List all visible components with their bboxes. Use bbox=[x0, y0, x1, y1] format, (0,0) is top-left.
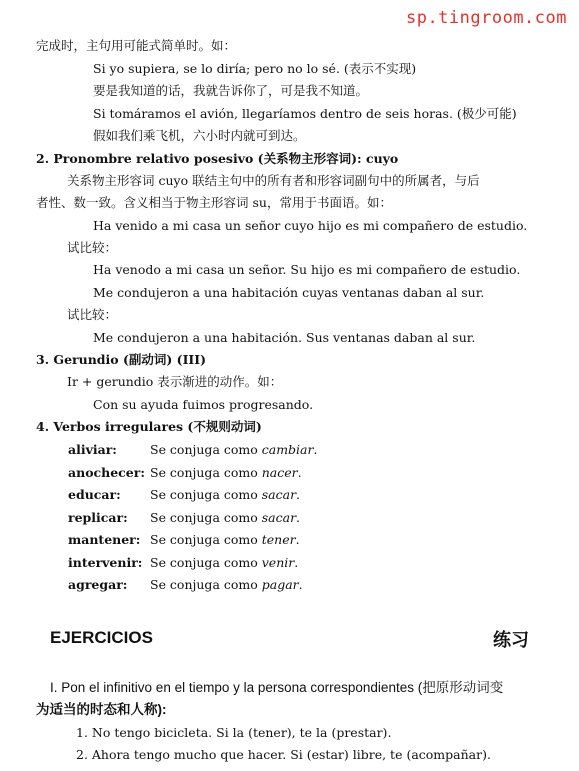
watermark: sp.tingroom.com bbox=[405, 8, 567, 28]
verb-name: educar: bbox=[68, 487, 121, 502]
section-heading: 4. Verbos irregulares (不规则动词) bbox=[36, 419, 262, 434]
example-sentence: Si tomáramos el avión, llegaríamos dentro de seis horas. (极少可能) bbox=[93, 106, 517, 121]
example-sentence: Ha venodo a mi casa un señor. Su hijo es mi compañero de estudio. bbox=[93, 262, 521, 277]
section-heading: 3. Gerundio (副动词) (III) bbox=[36, 352, 207, 367]
conjugation-note: Se conjuga como venir. bbox=[150, 555, 299, 570]
conjugation-note: Se conjuga como pagar. bbox=[150, 577, 303, 592]
verb-name: agregar: bbox=[68, 577, 128, 592]
text-line: 完成时，主句用可能式简单时。如： bbox=[36, 38, 237, 53]
paragraph-line: 关系物主形容词 cuyo 联结主句中的所有者和形容词副句中的所属者，与后 bbox=[67, 173, 480, 188]
example-sentence: Ha venido a mi casa un señor cuyo hijo es mi compañero de estudio. bbox=[93, 218, 528, 233]
exercise-item: 2. Ahora tengo mucho que hacer. Si (estar) libre, te (acompañar). bbox=[76, 747, 491, 762]
exercises-heading: EJERCICIOS bbox=[50, 628, 153, 647]
example-sentence: Me condujeron a una habitación. Sus ventanas daban al sur. bbox=[93, 330, 476, 345]
exercise-instruction: I. Pon el infinitivo en el tiempo y la persona correspondientes (把原形动词变 bbox=[50, 680, 504, 695]
verb-name: replicar: bbox=[68, 510, 128, 525]
conjugation-note: Se conjuga como cambiar. bbox=[150, 442, 318, 457]
section-heading: 2. Pronombre relativo posesivo (关系物主形容词): cuyo bbox=[36, 151, 399, 166]
exercises-heading-cn: 练习 bbox=[493, 630, 529, 651]
example-sentence: Con su ayuda fuimos progresando. bbox=[93, 397, 314, 412]
verb-name: anochecer: bbox=[68, 465, 145, 480]
example-sentence: Me condujeron a una habitación cuyas ventanas daban al sur. bbox=[93, 285, 485, 300]
exercise-item: 1. No tengo bicicleta. Si la (tener), te la (prestar). bbox=[76, 725, 392, 740]
conjugation-note: Se conjuga como sacar. bbox=[150, 510, 301, 525]
conjugation-note: Se conjuga como nacer. bbox=[150, 465, 302, 480]
verb-name: aliviar: bbox=[68, 442, 117, 457]
conjugation-note: Se conjuga como tener. bbox=[150, 532, 300, 547]
translation-line: 假如我们乘飞机，六小时内就可到达。 bbox=[93, 128, 306, 143]
compare-label: 试比较： bbox=[67, 240, 118, 255]
translation-line: 要是我知道的话，我就告诉你了，可是我不知道。 bbox=[93, 83, 369, 98]
verb-name: mantener: bbox=[68, 532, 141, 547]
example-sentence: Si yo supiera, se lo diría; pero no lo sé. (表示不实现) bbox=[93, 61, 417, 76]
conjugation-note: Se conjuga como sacar. bbox=[150, 487, 301, 502]
verb-name: intervenir: bbox=[68, 555, 143, 570]
compare-label: 试比较： bbox=[67, 307, 118, 322]
paragraph-line: Ir + gerundio 表示渐进的动作。如： bbox=[67, 374, 283, 389]
paragraph-line: 者性、数一致。含义相当于物主形容词 su，常用于书面语。如： bbox=[36, 195, 392, 210]
exercise-instruction: 为适当的时态和人称): bbox=[36, 702, 167, 717]
